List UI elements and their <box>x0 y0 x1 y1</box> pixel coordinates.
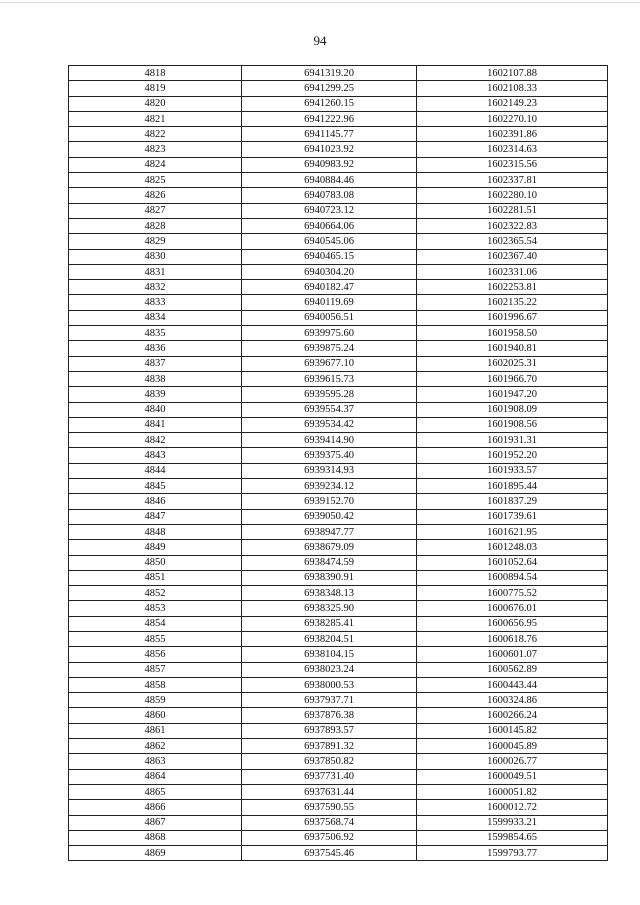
table-row <box>69 402 608 417</box>
point-number-cell: 4842 <box>69 433 242 448</box>
y-coordinate-cell: 1600026.77 <box>417 754 608 769</box>
point-number-cell: 4866 <box>69 800 242 815</box>
point-number-cell: 4844 <box>69 463 242 478</box>
y-coordinate-cell: 1600775.52 <box>417 586 608 601</box>
point-number-cell: 4856 <box>69 647 242 662</box>
table-row <box>69 479 608 494</box>
y-coordinate-cell: 1601739.61 <box>417 509 608 524</box>
point-number-cell: 4820 <box>69 96 242 111</box>
table-row <box>69 662 608 677</box>
y-coordinate-cell: 1599854.65 <box>417 830 608 845</box>
table-row <box>69 433 608 448</box>
table-row <box>69 356 608 371</box>
table-row <box>69 830 608 845</box>
point-number-cell: 4855 <box>69 631 242 646</box>
x-coordinate-cell: 6941260.15 <box>242 96 417 111</box>
table-row <box>69 157 608 172</box>
table-row <box>69 739 608 754</box>
y-coordinate-cell: 1601248.03 <box>417 540 608 555</box>
y-coordinate-cell: 1601952.20 <box>417 448 608 463</box>
point-number-cell: 4865 <box>69 784 242 799</box>
point-number-cell: 4845 <box>69 479 242 494</box>
x-coordinate-cell: 6940884.46 <box>242 173 417 188</box>
table-row <box>69 142 608 157</box>
y-coordinate-cell: 1600618.76 <box>417 631 608 646</box>
table-row <box>69 387 608 402</box>
y-coordinate-cell: 1601908.09 <box>417 402 608 417</box>
table-row <box>69 540 608 555</box>
x-coordinate-cell: 6940545.06 <box>242 234 417 249</box>
y-coordinate-cell: 1602253.81 <box>417 280 608 295</box>
y-coordinate-cell: 1601958.50 <box>417 326 608 341</box>
table-row <box>69 524 608 539</box>
y-coordinate-cell: 1600045.89 <box>417 739 608 754</box>
y-coordinate-cell: 1600012.72 <box>417 800 608 815</box>
x-coordinate-cell: 6940723.12 <box>242 203 417 218</box>
table-row <box>69 173 608 188</box>
y-coordinate-cell: 1601621.95 <box>417 524 608 539</box>
point-number-cell: 4833 <box>69 295 242 310</box>
x-coordinate-cell: 6938000.53 <box>242 677 417 692</box>
x-coordinate-cell: 6937937.71 <box>242 693 417 708</box>
point-number-cell: 4818 <box>69 66 242 81</box>
y-coordinate-cell: 1602281.51 <box>417 203 608 218</box>
y-coordinate-cell: 1600145.82 <box>417 723 608 738</box>
x-coordinate-cell: 6940119.69 <box>242 295 417 310</box>
point-number-cell: 4822 <box>69 127 242 142</box>
table-row <box>69 693 608 708</box>
y-coordinate-cell: 1600443.44 <box>417 677 608 692</box>
x-coordinate-cell: 6939375.40 <box>242 448 417 463</box>
y-coordinate-cell: 1601947.20 <box>417 387 608 402</box>
point-number-cell: 4827 <box>69 203 242 218</box>
point-number-cell: 4858 <box>69 677 242 692</box>
y-coordinate-cell: 1602331.06 <box>417 264 608 279</box>
coordinates-table <box>68 65 608 861</box>
x-coordinate-cell: 6937893.57 <box>242 723 417 738</box>
x-coordinate-cell: 6939975.60 <box>242 326 417 341</box>
y-coordinate-cell: 1602314.63 <box>417 142 608 157</box>
y-coordinate-cell: 1602337.81 <box>417 173 608 188</box>
x-coordinate-cell: 6939534.42 <box>242 417 417 432</box>
y-coordinate-cell: 1602135.22 <box>417 295 608 310</box>
table-row <box>69 723 608 738</box>
table-row <box>69 188 608 203</box>
x-coordinate-cell: 6937891.32 <box>242 739 417 754</box>
table-row <box>69 494 608 509</box>
y-coordinate-cell: 1602367.40 <box>417 249 608 264</box>
y-coordinate-cell: 1602107.88 <box>417 66 608 81</box>
table-row <box>69 249 608 264</box>
x-coordinate-cell: 6941299.25 <box>242 81 417 96</box>
x-coordinate-cell: 6938348.13 <box>242 586 417 601</box>
table-row <box>69 81 608 96</box>
y-coordinate-cell: 1601996.67 <box>417 310 608 325</box>
table-row <box>69 631 608 646</box>
top-edge-rule <box>0 2 640 3</box>
y-coordinate-cell: 1601931.31 <box>417 433 608 448</box>
table-row <box>69 111 608 126</box>
point-number-cell: 4825 <box>69 173 242 188</box>
y-coordinate-cell: 1602391.86 <box>417 127 608 142</box>
point-number-cell: 4841 <box>69 417 242 432</box>
table-row <box>69 66 608 81</box>
point-number-cell: 4854 <box>69 616 242 631</box>
point-number-cell: 4829 <box>69 234 242 249</box>
point-number-cell: 4861 <box>69 723 242 738</box>
point-number-cell: 4868 <box>69 830 242 845</box>
point-number-cell: 4828 <box>69 218 242 233</box>
x-coordinate-cell: 6938390.91 <box>242 570 417 585</box>
table-row <box>69 371 608 386</box>
x-coordinate-cell: 6937506.92 <box>242 830 417 845</box>
y-coordinate-cell: 1601837.29 <box>417 494 608 509</box>
table-row <box>69 800 608 815</box>
y-coordinate-cell: 1600894.54 <box>417 570 608 585</box>
y-coordinate-cell: 1602149.23 <box>417 96 608 111</box>
point-number-cell: 4862 <box>69 739 242 754</box>
x-coordinate-cell: 6938474.59 <box>242 555 417 570</box>
y-coordinate-cell: 1601940.81 <box>417 341 608 356</box>
table-row <box>69 846 608 861</box>
x-coordinate-cell: 6940304.20 <box>242 264 417 279</box>
x-coordinate-cell: 6941222.96 <box>242 111 417 126</box>
coordinates-table-body <box>69 66 608 861</box>
x-coordinate-cell: 6940783.08 <box>242 188 417 203</box>
y-coordinate-cell: 1602270.10 <box>417 111 608 126</box>
x-coordinate-cell: 6941023.92 <box>242 142 417 157</box>
y-coordinate-cell: 1599933.21 <box>417 815 608 830</box>
point-number-cell: 4847 <box>69 509 242 524</box>
y-coordinate-cell: 1602025.31 <box>417 356 608 371</box>
x-coordinate-cell: 6937590.55 <box>242 800 417 815</box>
point-number-cell: 4840 <box>69 402 242 417</box>
x-coordinate-cell: 6939875.24 <box>242 341 417 356</box>
point-number-cell: 4863 <box>69 754 242 769</box>
point-number-cell: 4846 <box>69 494 242 509</box>
point-number-cell: 4819 <box>69 81 242 96</box>
point-number-cell: 4824 <box>69 157 242 172</box>
x-coordinate-cell: 6941145.77 <box>242 127 417 142</box>
table-row <box>69 310 608 325</box>
table-row <box>69 586 608 601</box>
table-row <box>69 784 608 799</box>
x-coordinate-cell: 6938947.77 <box>242 524 417 539</box>
table-row <box>69 769 608 784</box>
y-coordinate-cell: 1602280.10 <box>417 188 608 203</box>
y-coordinate-cell: 1601933.57 <box>417 463 608 478</box>
table-row <box>69 341 608 356</box>
table-row <box>69 555 608 570</box>
x-coordinate-cell: 6939595.28 <box>242 387 417 402</box>
point-number-cell: 4864 <box>69 769 242 784</box>
table-row <box>69 815 608 830</box>
point-number-cell: 4852 <box>69 586 242 601</box>
y-coordinate-cell: 1600051.82 <box>417 784 608 799</box>
table-row <box>69 280 608 295</box>
point-number-cell: 4869 <box>69 846 242 861</box>
table-row <box>69 677 608 692</box>
point-number-cell: 4832 <box>69 280 242 295</box>
table-row <box>69 708 608 723</box>
y-coordinate-cell: 1600562.89 <box>417 662 608 677</box>
x-coordinate-cell: 6939050.42 <box>242 509 417 524</box>
x-coordinate-cell: 6938204.51 <box>242 631 417 646</box>
x-coordinate-cell: 6937876.38 <box>242 708 417 723</box>
point-number-cell: 4843 <box>69 448 242 463</box>
x-coordinate-cell: 6940056.51 <box>242 310 417 325</box>
x-coordinate-cell: 6938104.15 <box>242 647 417 662</box>
y-coordinate-cell: 1600676.01 <box>417 601 608 616</box>
table-row <box>69 218 608 233</box>
y-coordinate-cell: 1600266.24 <box>417 708 608 723</box>
x-coordinate-cell: 6939152.70 <box>242 494 417 509</box>
x-coordinate-cell: 6939615.73 <box>242 371 417 386</box>
point-number-cell: 4859 <box>69 693 242 708</box>
point-number-cell: 4830 <box>69 249 242 264</box>
x-coordinate-cell: 6937545.46 <box>242 846 417 861</box>
table-row <box>69 127 608 142</box>
table-row <box>69 647 608 662</box>
table-row <box>69 264 608 279</box>
x-coordinate-cell: 6938325.90 <box>242 601 417 616</box>
x-coordinate-cell: 6937850.82 <box>242 754 417 769</box>
y-coordinate-cell: 1601908.56 <box>417 417 608 432</box>
x-coordinate-cell: 6937631.44 <box>242 784 417 799</box>
table-row <box>69 570 608 585</box>
table-row <box>69 203 608 218</box>
y-coordinate-cell: 1600656.95 <box>417 616 608 631</box>
point-number-cell: 4823 <box>69 142 242 157</box>
table-row <box>69 295 608 310</box>
point-number-cell: 4835 <box>69 326 242 341</box>
y-coordinate-cell: 1600049.51 <box>417 769 608 784</box>
table-row <box>69 509 608 524</box>
point-number-cell: 4851 <box>69 570 242 585</box>
y-coordinate-cell: 1601966.70 <box>417 371 608 386</box>
y-coordinate-cell: 1600601.07 <box>417 647 608 662</box>
point-number-cell: 4826 <box>69 188 242 203</box>
point-number-cell: 4848 <box>69 524 242 539</box>
x-coordinate-cell: 6937568.74 <box>242 815 417 830</box>
point-number-cell: 4836 <box>69 341 242 356</box>
point-number-cell: 4850 <box>69 555 242 570</box>
x-coordinate-cell: 6940465.15 <box>242 249 417 264</box>
y-coordinate-cell: 1602108.33 <box>417 81 608 96</box>
y-coordinate-cell: 1602315.56 <box>417 157 608 172</box>
point-number-cell: 4839 <box>69 387 242 402</box>
x-coordinate-cell: 6941319.20 <box>242 66 417 81</box>
y-coordinate-cell: 1600324.86 <box>417 693 608 708</box>
table-row <box>69 601 608 616</box>
y-coordinate-cell: 1602322.83 <box>417 218 608 233</box>
x-coordinate-cell: 6937731.40 <box>242 769 417 784</box>
x-coordinate-cell: 6940182.47 <box>242 280 417 295</box>
x-coordinate-cell: 6939314.93 <box>242 463 417 478</box>
point-number-cell: 4838 <box>69 371 242 386</box>
point-number-cell: 4867 <box>69 815 242 830</box>
point-number-cell: 4821 <box>69 111 242 126</box>
point-number-cell: 4860 <box>69 708 242 723</box>
x-coordinate-cell: 6938285.41 <box>242 616 417 631</box>
table-row <box>69 417 608 432</box>
y-coordinate-cell: 1601052.64 <box>417 555 608 570</box>
table-row <box>69 234 608 249</box>
table-row <box>69 448 608 463</box>
table-row <box>69 96 608 111</box>
page-number: 94 <box>313 33 327 48</box>
x-coordinate-cell: 6939414.90 <box>242 433 417 448</box>
x-coordinate-cell: 6940983.92 <box>242 157 417 172</box>
point-number-cell: 4849 <box>69 540 242 555</box>
point-number-cell: 4834 <box>69 310 242 325</box>
y-coordinate-cell: 1602365.54 <box>417 234 608 249</box>
table-row <box>69 754 608 769</box>
x-coordinate-cell: 6938679.09 <box>242 540 417 555</box>
point-number-cell: 4831 <box>69 264 242 279</box>
x-coordinate-cell: 6939234.12 <box>242 479 417 494</box>
x-coordinate-cell: 6940664.06 <box>242 218 417 233</box>
point-number-cell: 4853 <box>69 601 242 616</box>
x-coordinate-cell: 6939554.37 <box>242 402 417 417</box>
y-coordinate-cell: 1601895.44 <box>417 479 608 494</box>
x-coordinate-cell: 6938023.24 <box>242 662 417 677</box>
table-row <box>69 616 608 631</box>
point-number-cell: 4837 <box>69 356 242 371</box>
x-coordinate-cell: 6939677.10 <box>242 356 417 371</box>
y-coordinate-cell: 1599793.77 <box>417 846 608 861</box>
point-number-cell: 4857 <box>69 662 242 677</box>
table-row <box>69 326 608 341</box>
table-row <box>69 463 608 478</box>
